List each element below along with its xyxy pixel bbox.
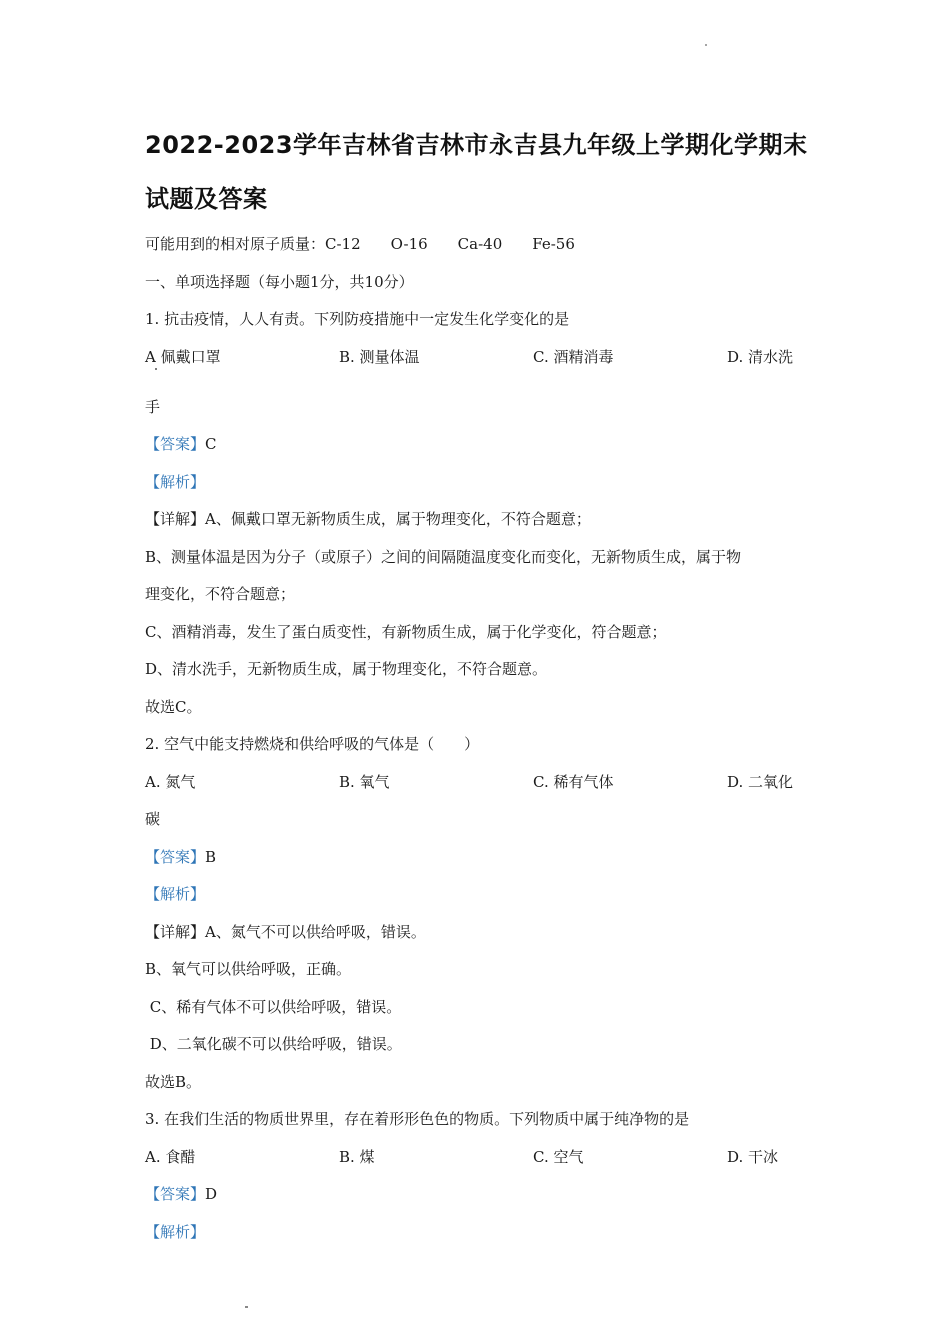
option-a: A. 氮气 (145, 772, 196, 791)
option-d-continuation: 手 (145, 397, 161, 416)
option-b: B. 氧气 (339, 772, 390, 791)
scan-mark (245, 1306, 248, 1308)
answer-line (145, 839, 810, 877)
answer-tag: 【答案】 (145, 847, 206, 866)
analysis-tag: 【解析】 (145, 885, 206, 903)
atomic-mass-item: Ca-40 (457, 235, 503, 253)
detail-tag: 【详解】 (145, 510, 206, 528)
detail-text: D、二氧化碳不可以供给呼吸，错误。 (145, 1035, 402, 1053)
option-b: B. 测量体温 (339, 347, 420, 366)
analysis-tag: 【解析】 (145, 1222, 206, 1241)
atomic-mass-item: C-12 (325, 235, 361, 253)
question-2-options (145, 764, 810, 802)
option-c: C. 稀有气体 (533, 772, 614, 791)
atomic-mass-item: Fe-56 (532, 235, 575, 253)
detail-text: A、佩戴口罩无新物质生成，属于物理变化，不符合题意； (205, 510, 591, 528)
option-a: A 佩戴口罩 (145, 347, 221, 366)
detail-text: 理变化，不符合题意； (145, 585, 296, 603)
option-c: C. 酒精消毒 (533, 347, 614, 366)
section-heading: 一、单项选择题（每小题1分，共10分） (145, 272, 414, 291)
option-a: A. 食醋 (145, 1147, 196, 1166)
answer-line (145, 426, 810, 464)
option-d: D. 干冰 (727, 1147, 779, 1166)
atomic-mass-item: O-16 (390, 235, 428, 253)
detail-text: C、酒精消毒，发生了蛋白质变性，有新物质生成，属于化学变化，符合题意； (145, 622, 667, 641)
option-d-continuation: 碳 (145, 810, 161, 828)
conclusion: 故选C。 (145, 697, 202, 716)
answer-value: C (205, 435, 217, 453)
answer-line (145, 1176, 810, 1214)
question-3-options (145, 1139, 810, 1177)
document-page (145, 118, 810, 1251)
analysis-tag: 【解析】 (145, 472, 206, 491)
question-1-stem: 1. 抗击疫情，人人有责。下列防疫措施中一定发生化学变化的是 (145, 310, 570, 328)
question-2-stem: 2. 空气中能支持燃烧和供给呼吸的气体是（ ） (145, 735, 480, 753)
atomic-masses (145, 226, 810, 264)
atomic-masses-label: 可能用到的相对原子质量： (145, 235, 326, 253)
option-b: B. 煤 (339, 1147, 375, 1166)
answer-value: B (205, 847, 217, 866)
detail-line (145, 501, 810, 539)
detail-text: A、氮气不可以供给呼吸，错误。 (205, 922, 426, 941)
answer-tag: 【答案】 (145, 1185, 206, 1203)
question-1-options (145, 339, 810, 389)
option-c: C. 空气 (533, 1147, 584, 1166)
option-d: D. 二氧化 (727, 772, 794, 791)
answer-tag: 【答案】 (145, 435, 206, 453)
detail-text: C、稀有气体不可以供给呼吸，错误。 (145, 997, 402, 1016)
conclusion: 故选B。 (145, 1072, 202, 1091)
detail-line (145, 914, 810, 952)
detail-text: B、氧气可以供给呼吸，正确。 (145, 960, 352, 978)
document-title (145, 118, 810, 226)
option-d: D. 清水洗 (727, 347, 794, 366)
answer-value: D (205, 1185, 218, 1203)
scan-mark (155, 368, 157, 370)
title-line-1: 2022-2023学年吉林省吉林市永吉县九年级上学期化学期末 (145, 131, 808, 159)
detail-text: B、测量体温是因为分子（或原子）之间的间隔随温度变化而变化，无新物质生成，属于物 (145, 547, 742, 566)
title-line-2: 试题及答案 (145, 185, 268, 213)
detail-text: D、清水洗手，无新物质生成，属于物理变化，不符合题意。 (145, 660, 548, 678)
scan-mark (705, 44, 707, 46)
question-3-stem: 3. 在我们生活的物质世界里，存在着形形色色的物质。下列物质中属于纯净物的是 (145, 1110, 690, 1128)
detail-tag: 【详解】 (145, 922, 206, 941)
